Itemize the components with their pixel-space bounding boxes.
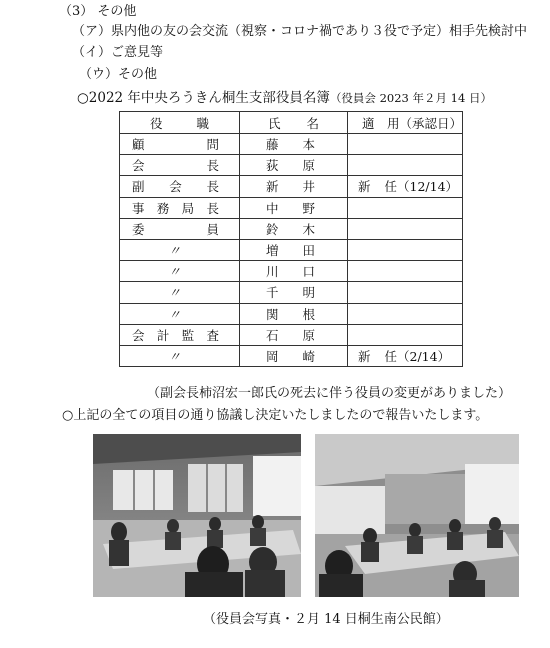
appointment-cell (348, 345, 463, 366)
table-row (120, 176, 463, 197)
name-cell (240, 218, 348, 239)
item-a: （ア）県内他の友の会交流（視察・コロナ禍であり３役で予定）相手先検討中 (72, 24, 528, 39)
appointment-cell (348, 218, 463, 239)
ditto-mark: 〃 (168, 348, 181, 364)
position-cell (120, 261, 240, 282)
item-i: （イ）ご意見等 (72, 45, 164, 60)
roster-title (77, 90, 492, 106)
position-cell (120, 239, 240, 260)
position-cell-char: 員 (206, 221, 219, 237)
position-cell-char: 委 (132, 221, 145, 237)
name-cell-char: 原 (302, 327, 315, 343)
table-header-row (120, 112, 463, 134)
name-cell (240, 239, 348, 260)
position-cell (120, 324, 240, 345)
appointment-cell (348, 303, 463, 324)
conclusion: ○上記の全ての項目の通り協議し決定いたしましたので報告いたします。 (62, 408, 489, 423)
table-row (120, 282, 463, 303)
position-cell (120, 303, 240, 324)
item-u: （ウ）その他 (79, 67, 158, 82)
appointment-cell (348, 155, 463, 176)
position-cell-char: 計 (156, 327, 170, 343)
name-cell-char: 新 (266, 179, 279, 195)
position-cell (120, 134, 240, 155)
position-cell-char: 副 (132, 179, 145, 195)
name-cell (240, 303, 348, 324)
ditto-mark: 〃 (168, 264, 181, 280)
ditto-mark: 〃 (168, 243, 181, 259)
appointment-date: 任（2/14） (384, 348, 451, 364)
roster-subtitle: （役員会 2023 年２月 14 日） (329, 91, 492, 105)
appointment-cell (348, 176, 463, 197)
table-row (120, 134, 463, 155)
name-cell-char: 本 (302, 137, 315, 153)
position-cell-char: 顧 (132, 137, 145, 153)
position-cell-char: 会 (132, 158, 145, 174)
table-row (120, 197, 463, 218)
roster-title-text: ○2022 年中央ろうきん桐生支部役員名簿 (77, 90, 330, 106)
table-row (120, 239, 463, 260)
header-position (120, 112, 240, 134)
roster-footnote: （副会長柿沼宏一郎氏の死去に伴う役員の変更がありました） (147, 386, 512, 401)
table-row (120, 324, 463, 345)
header-name (240, 112, 348, 134)
header-position-char: 職 (196, 115, 209, 131)
position-cell-char: 査 (206, 327, 219, 343)
appointment-date: 任（12/14） (384, 179, 459, 195)
header-position-char: 役 (150, 115, 163, 131)
officer-roster-table (119, 111, 463, 367)
name-cell-char: 石 (266, 327, 279, 343)
name-cell-char: 野 (302, 200, 315, 216)
name-cell-char: 岡 (266, 348, 279, 364)
name-cell-char: 関 (266, 306, 279, 322)
position-cell (120, 345, 240, 366)
table-row (120, 261, 463, 282)
name-cell-char: 川 (266, 264, 279, 280)
position-cell-char: 会 (169, 179, 182, 195)
header-appointment: 適 用（承認日） (348, 112, 463, 134)
ditto-mark: 〃 (168, 285, 181, 301)
position-cell-char: 事 (132, 200, 145, 216)
name-cell (240, 176, 348, 197)
position-cell-char: 監 (181, 327, 195, 343)
name-cell-char: 鈴 (266, 221, 279, 237)
name-cell-char: 千 (266, 285, 279, 301)
table-row (120, 303, 463, 324)
name-cell (240, 324, 348, 345)
name-cell-char: 井 (302, 179, 315, 195)
appointment-cell (348, 282, 463, 303)
table-row (120, 155, 463, 176)
position-cell-char: 長 (206, 179, 219, 195)
position-cell (120, 282, 240, 303)
name-cell (240, 282, 348, 303)
position-cell-char: 務 (156, 200, 170, 216)
position-cell (120, 218, 240, 239)
name-cell (240, 261, 348, 282)
position-cell-char: 長 (206, 158, 219, 174)
name-cell (240, 345, 348, 366)
name-cell-char: 藤 (266, 137, 279, 153)
header-name-char: 氏 (268, 115, 281, 131)
appointment-status: 新 (358, 179, 385, 195)
photo-caption: （役員会写真・２月 14 日桐生南公民館） (203, 612, 449, 627)
position-cell (120, 176, 240, 197)
appointment-cell (348, 239, 463, 260)
appointment-cell (348, 197, 463, 218)
name-cell-char: 口 (302, 264, 315, 280)
name-cell-char: 木 (302, 221, 315, 237)
header-name-char: 名 (306, 115, 319, 131)
position-cell (120, 155, 240, 176)
name-cell-char: 中 (266, 200, 279, 216)
name-cell-char: 明 (302, 285, 315, 301)
name-cell-char: 増 (266, 243, 279, 259)
ditto-mark: 〃 (168, 306, 181, 322)
position-cell (120, 197, 240, 218)
appointment-cell (348, 134, 463, 155)
appointment-status: 新 (358, 348, 385, 364)
table-row (120, 218, 463, 239)
position-cell-char: 問 (206, 137, 219, 153)
position-cell-char: 会 (132, 327, 145, 343)
position-cell-char: 長 (206, 200, 219, 216)
meeting-photo-right (315, 434, 519, 597)
position-cell-char: 局 (181, 200, 195, 216)
name-cell (240, 134, 348, 155)
table-row (120, 345, 463, 366)
appointment-cell (348, 324, 463, 345)
name-cell-char: 田 (302, 243, 315, 259)
name-cell (240, 197, 348, 218)
meeting-photo-left (93, 434, 301, 597)
name-cell-char: 原 (302, 158, 315, 174)
name-cell-char: 根 (302, 306, 315, 322)
name-cell-char: 荻 (266, 158, 279, 174)
section-heading: （3） その他 (59, 4, 137, 19)
name-cell (240, 155, 348, 176)
name-cell-char: 崎 (302, 348, 315, 364)
appointment-cell (348, 261, 463, 282)
